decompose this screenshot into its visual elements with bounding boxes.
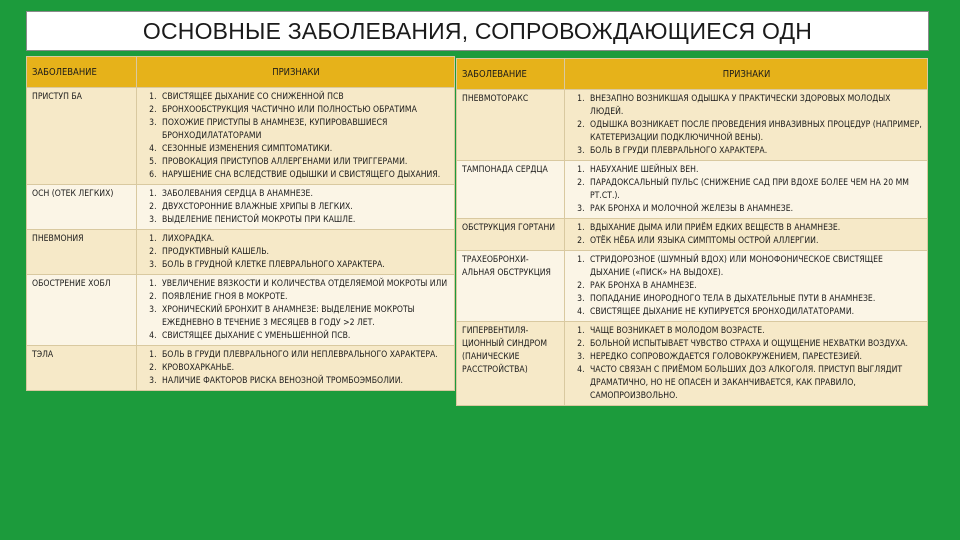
sign-item: 2. ПОЯВЛЕНИЕ ГНОЯ В МОКРОТЕ. xyxy=(159,291,450,304)
sign-item: 2. ОДЫШКА ВОЗНИКАЕТ ПОСЛЕ ПРОВЕДЕНИЯ ИНВАЗИВНЫХ ПРОЦЕДУР (НАПРИМЕР, КАТЕТЕРИЗАЦИИ ПОДКЛЮЧИЧНОЙ ВЕНЫ). xyxy=(587,119,923,145)
signs-list xyxy=(142,278,450,343)
sign-item: 2. ПАРАДОКСАЛЬНЫЙ ПУЛЬС (СНИЖЕНИЕ САД ПРИ ВДОХЕ БОЛЕЕ ЧЕМ НА 20 ММ РТ.СТ.). xyxy=(587,177,923,203)
sign-item: 1. ВНЕЗАПНО ВОЗНИКШАЯ ОДЫШКА У ПРАКТИЧЕСКИ ЗДОРОВЫХ МОЛОДЫХ ЛЮДЕЙ. xyxy=(587,93,923,119)
sign-item: 3. БОЛЬ В ГРУДНОЙ КЛЕТКЕ ПЛЕВРАЛЬНОГО ХАРАКТЕРА. xyxy=(159,259,450,272)
disease-cell: ОБОСТРЕНИЕ ХОБЛ xyxy=(27,275,137,346)
sign-item: 3. ПОПАДАНИЕ ИНОРОДНОГО ТЕЛА В ДЫХАТЕЛЬНЫЕ ПУТИ В АНАМНЕЗЕ. xyxy=(587,293,923,306)
left-table-body xyxy=(27,88,455,391)
table-row xyxy=(27,275,455,346)
sign-item: 4. СВИСТЯЩЕЕ ДЫХАНИЕ С УМЕНЬШЕННОЙ ПСВ. xyxy=(159,330,450,343)
sign-item: 4. СЕЗОННЫЕ ИЗМЕНЕНИЯ СИМПТОМАТИКИ. xyxy=(159,143,450,156)
signs-list xyxy=(570,325,923,403)
signs-list xyxy=(142,349,450,388)
table-row xyxy=(457,90,928,161)
sign-item: 1. ЛИХОРАДКА. xyxy=(159,233,450,246)
disease-cell: ТРАХЕОБРОНХИ-АЛЬНАЯ ОБСТРУКЦИЯ xyxy=(457,251,565,322)
table-row xyxy=(27,88,455,185)
signs-cell xyxy=(565,251,928,322)
signs-cell xyxy=(137,88,455,185)
sign-item: 3. ХРОНИЧЕСКИЙ БРОНХИТ В АНАМНЕЗЕ: ВЫДЕЛЕНИЕ МОКРОТЫ ЕЖЕДНЕВНО В ТЕЧЕНИЕ 3 МЕСЯЦЕВ В ГОДУ >2 ЛЕТ. xyxy=(159,304,450,330)
sign-item: 4. СВИСТЯЩЕЕ ДЫХАНИЕ НЕ КУПИРУЕТСЯ БРОНХОДИЛАТАТОРАМИ. xyxy=(587,306,923,319)
signs-cell xyxy=(137,185,455,230)
table-row xyxy=(27,185,455,230)
signs-cell xyxy=(137,346,455,391)
right-disease-table xyxy=(456,58,928,406)
sign-item: 3. НАЛИЧИЕ ФАКТОРОВ РИСКА ВЕНОЗНОЙ ТРОМБОЭМБОЛИИ. xyxy=(159,375,450,388)
table-row xyxy=(457,219,928,251)
left-disease-table xyxy=(26,56,455,391)
disease-cell: ОСН (ОТЕК ЛЕГКИХ) xyxy=(27,185,137,230)
disease-cell: ПРИСТУП БА xyxy=(27,88,137,185)
sign-item: 3. ВЫДЕЛЕНИЕ ПЕНИСТОЙ МОКРОТЫ ПРИ КАШЛЕ. xyxy=(159,214,450,227)
signs-cell xyxy=(565,322,928,406)
signs-list xyxy=(570,254,923,319)
signs-list xyxy=(142,91,450,182)
sign-item: 2. БОЛЬНОЙ ИСПЫТЫВАЕТ ЧУВСТВО СТРАХА И ОЩУЩЕНИЕ НЕХВАТКИ ВОЗДУХА. xyxy=(587,338,923,351)
page-title: ОСНОВНЫЕ ЗАБОЛЕВАНИЯ, СОПРОВОЖДАЮЩИЕСЯ ОДН xyxy=(26,11,929,51)
signs-list xyxy=(142,233,450,272)
table-row xyxy=(457,322,928,406)
header-signs: ПРИЗНАКИ xyxy=(565,59,928,90)
right-table-body xyxy=(457,90,928,406)
signs-cell xyxy=(137,275,455,346)
disease-cell: ГИПЕРВЕНТИЛЯ-ЦИОННЫЙ СИНДРОМ (ПАНИЧЕСКИЕ РАССТРОЙСТВА) xyxy=(457,322,565,406)
sign-item: 1. СТРИДОРОЗНОЕ (ШУМНЫЙ ВДОХ) ИЛИ МОНОФОНИЧЕСКОЕ СВИСТЯЩЕЕ ДЫХАНИЕ («ПИСК» НА ВЫДОХЕ). xyxy=(587,254,923,280)
sign-item: 2. БРОНХООБСТРУКЦИЯ ЧАСТИЧНО ИЛИ ПОЛНОСТЬЮ ОБРАТИМА xyxy=(159,104,450,117)
header-disease: ЗАБОЛЕВАНИЕ xyxy=(457,59,565,90)
header-signs: ПРИЗНАКИ xyxy=(137,57,455,88)
sign-item: 1. ЗАБОЛЕВАНИЯ СЕРДЦА В АНАМНЕЗЕ. xyxy=(159,188,450,201)
sign-item: 1. ЧАЩЕ ВОЗНИКАЕТ В МОЛОДОМ ВОЗРАСТЕ. xyxy=(587,325,923,338)
signs-list xyxy=(142,188,450,227)
signs-cell xyxy=(565,161,928,219)
disease-cell: ПНЕВМОНИЯ xyxy=(27,230,137,275)
table-row xyxy=(27,346,455,391)
sign-item: 1. СВИСТЯЩЕЕ ДЫХАНИЕ СО СНИЖЕННОЙ ПСВ xyxy=(159,91,450,104)
sign-item: 1. НАБУХАНИЕ ШЕЙНЫХ ВЕН. xyxy=(587,164,923,177)
sign-item: 2. ОТЁК НЁБА ИЛИ ЯЗЫКА СИМПТОМЫ ОСТРОЙ АЛЛЕРГИИ. xyxy=(587,235,923,248)
sign-item: 4. ЧАСТО СВЯЗАН С ПРИЁМОМ БОЛЬШИХ ДОЗ АЛКОГОЛЯ. ПРИСТУП ВЫГЛЯДИТ ДРАМАТИЧНО, НО НЕ ОПАСЕН И ЗАКАНЧИВАЕТСЯ, КАК ПРАВИЛО, САМОПРОИЗВОЛЬНО. xyxy=(587,364,923,403)
sign-item: 6. НАРУШЕНИЕ СНА ВСЛЕДСТВИЕ ОДЫШКИ И СВИСТЯЩЕГО ДЫХАНИЯ. xyxy=(159,169,450,182)
sign-item: 3. ПОХОЖИЕ ПРИСТУПЫ В АНАМНЕЗЕ, КУПИРОВАВШИЕСЯ БРОНХОДИЛАТАТОРАМИ xyxy=(159,117,450,143)
sign-item: 3. НЕРЕДКО СОПРОВОЖДАЕТСЯ ГОЛОВОКРУЖЕНИЕМ, ПАРЕСТЕЗИЕЙ. xyxy=(587,351,923,364)
sign-item: 2. РАК БРОНХА В АНАМНЕЗЕ. xyxy=(587,280,923,293)
disease-cell: ОБСТРУКЦИЯ ГОРТАНИ xyxy=(457,219,565,251)
sign-item: 1. УВЕЛИЧЕНИЕ ВЯЗКОСТИ И КОЛИЧЕСТВА ОТДЕЛЯЕМОЙ МОКРОТЫ ИЛИ xyxy=(159,278,450,291)
table-row xyxy=(457,251,928,322)
signs-cell xyxy=(565,219,928,251)
signs-list xyxy=(570,93,923,158)
disease-cell: ТЭЛА xyxy=(27,346,137,391)
sign-item: 2. ПРОДУКТИВНЫЙ КАШЕЛЬ. xyxy=(159,246,450,259)
table-row xyxy=(457,161,928,219)
sign-item: 5. ПРОВОКАЦИЯ ПРИСТУПОВ АЛЛЕРГЕНАМИ ИЛИ ТРИГГЕРАМИ. xyxy=(159,156,450,169)
sign-item: 3. РАК БРОНХА И МОЛОЧНОЙ ЖЕЛЕЗЫ В АНАМНЕЗЕ. xyxy=(587,203,923,216)
sign-item: 1. БОЛЬ В ГРУДИ ПЛЕВРАЛЬНОГО ИЛИ НЕПЛЕВРАЛЬНОГО ХАРАКТЕРА. xyxy=(159,349,450,362)
signs-list xyxy=(570,222,923,248)
sign-item: 2. КРОВОХАРКАНЬЕ. xyxy=(159,362,450,375)
signs-cell xyxy=(137,230,455,275)
disease-cell: ТАМПОНАДА СЕРДЦА xyxy=(457,161,565,219)
signs-list xyxy=(570,164,923,216)
table-row xyxy=(27,230,455,275)
disease-cell: ПНЕВМОТОРАКС xyxy=(457,90,565,161)
header-disease: ЗАБОЛЕВАНИЕ xyxy=(27,57,137,88)
sign-item: 1. ВДЫХАНИЕ ДЫМА ИЛИ ПРИЁМ ЕДКИХ ВЕЩЕСТВ В АНАМНЕЗЕ. xyxy=(587,222,923,235)
signs-cell xyxy=(565,90,928,161)
sign-item: 2. ДВУХСТОРОННИЕ ВЛАЖНЫЕ ХРИПЫ В ЛЕГКИХ. xyxy=(159,201,450,214)
sign-item: 3. БОЛЬ В ГРУДИ ПЛЕВРАЛЬНОГО ХАРАКТЕРА. xyxy=(587,145,923,158)
